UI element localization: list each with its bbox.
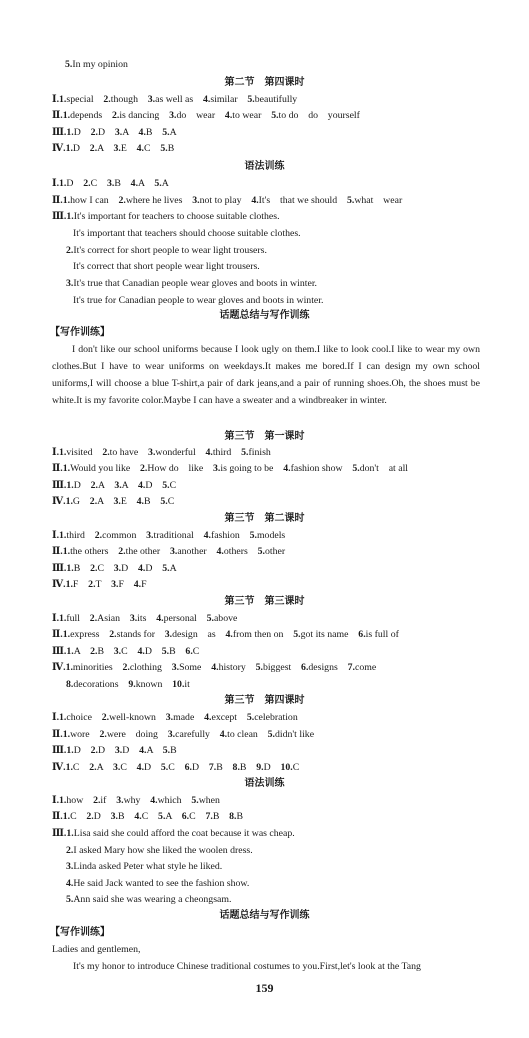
section-heading: 第三节 第四课时: [224, 695, 305, 706]
answer-line: Ⅱ.1.Would you like 2.How do like 3.is going to be 4.fashion show 5.don't at all: [52, 463, 409, 474]
answer-line: Ⅳ.1.F 2.T 3.F 4.F: [52, 579, 147, 590]
answer-line: It's correct that short people wear light trousers.: [73, 261, 260, 272]
answer-line: Ⅳ.1.G 2.A 3.E 4.B 5.C: [52, 496, 175, 507]
answer-line: Ⅰ.1.how 2.if 3.why 4.which 5.when: [52, 795, 220, 806]
answer-line: Ⅰ.1.D 2.C 3.B 4.A 5.A: [52, 178, 169, 189]
answer-line: Ⅳ.1.C 2.A 3.C 4.D 5.C 6.D 7.B 8.B 9.D 10.C: [52, 762, 300, 773]
section-heading: 第三节 第二课时: [224, 513, 305, 524]
answer-line: Ⅱ.1.depends 2.is dancing 3.do wear 4.to wear 5.to do do yourself: [52, 110, 360, 121]
section-heading: 话题总结与写作训练: [219, 310, 310, 321]
answer-line: 2.I asked Mary how she liked the woolen dress.: [66, 845, 253, 856]
answer-line: Ⅳ.1.D 2.A 3.E 4.C 5.B: [52, 143, 175, 154]
answer-line: Ⅲ.1.D 2.D 3.D 4.A 5.B: [52, 745, 177, 756]
writing-practice-label: 【写作训练】: [50, 927, 110, 938]
writing-practice-label: 【写作训练】: [50, 327, 110, 338]
answer-line: Ⅰ.1.choice 2.well-known 3.made 4.except 5.celebration: [52, 712, 298, 723]
answer-line: Ⅱ.1.how I can 2.where he lives 3.not to play 4.It's that we should 5.what wear: [52, 195, 403, 206]
answer-line: Ⅲ.1.It's important for teachers to choose suitable clothes.: [52, 211, 280, 222]
section-heading: 第三节 第一课时: [224, 431, 305, 442]
section-heading: 语法训练: [244, 161, 285, 172]
section-heading: 话题总结与写作训练: [219, 910, 310, 921]
section-heading: 第三节 第三课时: [224, 596, 305, 607]
answer-line: 8.decorations 9.known 10.it: [66, 679, 190, 690]
answer-line: Ⅲ.1.D 2.A 3.A 4.D 5.C: [52, 480, 177, 491]
answer-line: 5.In my opinion: [65, 59, 128, 70]
answer-line: Ⅲ.1.A 2.B 3.C 4.D 5.B 6.C: [52, 646, 200, 657]
answer-line: 3.It's true that Canadian people wear gloves and boots in winter.: [66, 278, 317, 289]
section-heading: 第二节 第四课时: [224, 77, 305, 88]
answer-line: Ladies and gentlemen,: [52, 944, 141, 955]
answer-line: Ⅱ.1.C 2.D 3.B 4.C 5.A 6.C 7.B 8.B: [52, 811, 244, 822]
answer-line: It's true for Canadian people to wear gloves and boots in winter.: [73, 295, 324, 306]
page-number: 159: [255, 981, 274, 995]
answer-line: Ⅰ.1.full 2.Asian 3.its 4.personal 5.above: [52, 613, 238, 624]
answer-line: Ⅰ.1.visited 2.to have 3.wonderful 4.third 5.finish: [52, 447, 271, 458]
answer-line: It's important that teachers should choose suitable clothes.: [73, 228, 301, 239]
section-heading: 语法训练: [244, 778, 285, 789]
answer-line: Ⅱ.1.express 2.stands for 3.design as 4.from then on 5.got its name 6.is full of: [52, 629, 399, 640]
answer-line: Ⅱ.1.wore 2.were doing 3.carefully 4.to clean 5.didn't like: [52, 729, 315, 740]
answer-line: 4.He said Jack wanted to see the fashion show.: [66, 878, 250, 889]
answer-line: Ⅳ.1.minorities 2.clothing 3.Some 4.history 5.biggest 6.designs 7.come: [52, 662, 377, 673]
answer-line: Ⅲ.1.D 2.D 3.A 4.B 5.A: [52, 127, 177, 138]
answer-line: Ⅰ.1.third 2.common 3.traditional 4.fashion 5.models: [52, 530, 286, 541]
answer-line: Ⅲ.1.Lisa said she could afford the coat because it was cheap.: [52, 828, 295, 839]
answer-line: Ⅱ.1.the others 2.the other 3.another 4.others 5.other: [52, 546, 286, 557]
answer-line: Ⅰ.1.special 2.though 3.as well as 4.similar 5.beautifully: [52, 94, 298, 105]
writing-paragraph: I don't like our school uniforms because I look ugly on them.I like to look cool.I like to wear my own clothes.But I have to wear uniforms on weekdays.It makes me bored.If I can design my own school uniforms,I will choose a blue T-shirt,a pair of dark jeans,and a pair of running shoes.Oh, the shoes must be white.It is my favorite color.Maybe I can have a sweater and a windbreaker in winter.: [52, 344, 480, 406]
answer-line: It's my honor to introduce Chinese traditional costumes to you.First,let's look at the Tang: [73, 961, 421, 972]
answer-line: 3.Linda asked Peter what style he liked.: [66, 861, 223, 872]
answer-line: 5.Ann said she was wearing a cheongsam.: [66, 894, 232, 905]
answer-line: 2.It's correct for short people to wear light trousers.: [66, 245, 267, 256]
answer-line: Ⅲ.1.B 2.C 3.D 4.D 5.A: [52, 563, 177, 574]
